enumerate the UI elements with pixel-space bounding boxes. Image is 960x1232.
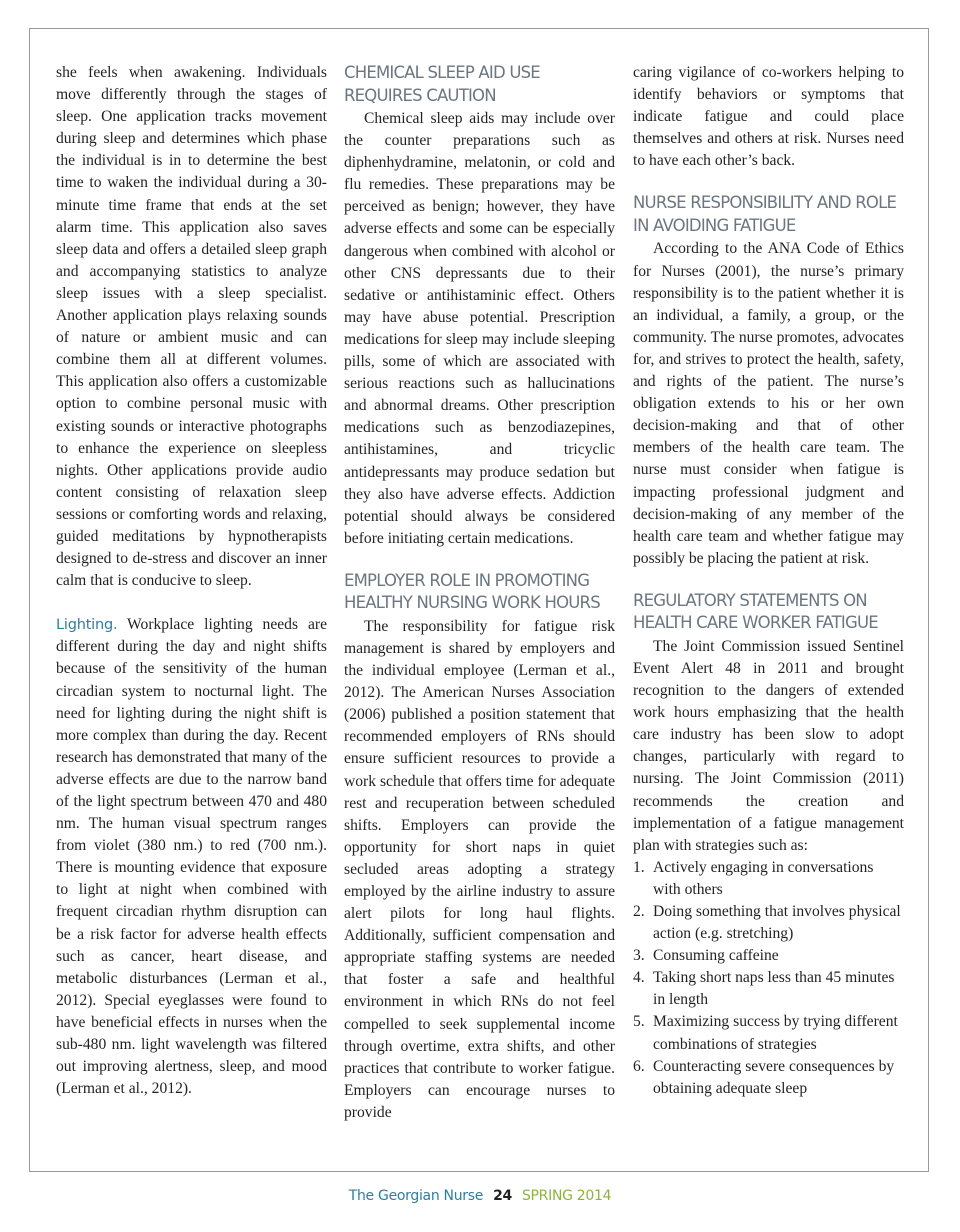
lighting-paragraph	[56, 614, 327, 1100]
heading-chemical-sleep-aid: CHEMICAL SLEEP AID USE REQUIRES CAUTION	[344, 63, 540, 105]
list-item-text: Consuming caffeine	[653, 947, 779, 965]
lighting-lead: Lighting.	[56, 617, 118, 634]
list-item-number: 3.	[633, 947, 645, 965]
list-item-number: 2.	[633, 903, 645, 920]
lighting-text: Workplace lighting needs are different during the day and night shifts because of the sensitivity of the human circadian system to nocturnal light. The need for lighting during the night shift is more complex than during the day. Recent research has demonstrated that many of the adverse effects are due to the narrow band of the light spectrum between 470 and 480 nm. The human visual spectrum ranges from violet (380 nm.) to red (700 nm.). There is mounting evidence that exposure to light at night when combined with frequent circadian rhythm disruption can be a risk factor for adverse health effects such as cancer, heart disease, and metabolic disturbances (Lerman et al., 2012). Special eyeglasses were found to have beneficial effects in nurses when the sub-480 nm. light wavelength was filtered out improving alertness, sleep, and mood (Lerman et al., 2012).	[56, 616, 327, 1098]
page-number: 24	[493, 1188, 512, 1204]
list-item	[633, 857, 904, 901]
col3-continued-paragraph: caring vigilance of co-workers helping to identify behaviors or symptoms that indicate fatigue and could place themselves and others at risk. Nurses need to have each other’s back.	[633, 64, 904, 170]
list-item	[633, 1056, 904, 1100]
list-item-text: Taking short naps less than 45 minutes in length	[653, 969, 895, 1009]
list-item-number: 1.	[633, 858, 645, 876]
list-item	[633, 1011, 904, 1055]
column-1	[56, 62, 327, 1100]
list-item-number: 6.	[633, 1057, 645, 1075]
heading-employer-role: EMPLOYER ROLE IN PROMOTING HEALTHY NURSING WORK HOURS	[344, 570, 600, 613]
chemical-sleep-aid-paragraph: Chemical sleep aids may include over the counter preparations such as diphenhydramine, melatonin, or cold and flu remedies. These preparations may be perceived as benign; however, they have adverse effects and some can be especially dangerous when combined with alcohol or other CNS depressants due to their sedative or antihistaminic effect. Others may have abuse potential. Prescription medications for sleep may include sleeping pills, some of which are associated with serious reactions such as hallucinations and abnormal dreams. Other prescription medications such as benzodiazepines, antihistamines, and tricyclic antidepressants may produce sedation but they also have adverse effects. Addiction potential should always be considered before initiating certain medications.	[344, 110, 615, 547]
list-item	[633, 967, 904, 1011]
strategy-list	[633, 857, 904, 1100]
list-item	[633, 901, 904, 945]
list-item-text: Maximizing success by trying different combinations of strategies	[653, 1013, 898, 1053]
employer-role-paragraph: The responsibility for fatigue risk management is shared by employers and the individual employee (Lerman et al., 2012). The American Nurses Association (2006) published a position statement that recommended employers of RNs should ensure sufficient resources to provide a work schedule that offers time for adequate rest and recuperation between scheduled shifts. Employers can provide the opportunity for short naps in quiet secluded areas adopting a strategy employed by the airline industry to assure alert pilots for long haul flights. Additionally, sufficient compensation and appropriate staffing systems are needed that foster a safe and healthful environment in which RNs do not feel compelled to seek supplemental income through overtime, extra shifts, and other practices that contribute to worker fatigue. Employers can encourage nurses to provide	[344, 617, 615, 1121]
heading-regulatory-statements: REGULATORY STATEMENTS ON HEALTH CARE WORKER FATIGUE	[633, 590, 878, 633]
issue-season: SPRING 2014	[521, 1188, 612, 1204]
list-item-number: 4.	[633, 969, 645, 987]
page-footer	[0, 1188, 960, 1204]
list-item-text: Actively engaging in conversations with others	[653, 858, 874, 898]
heading-nurse-responsibility: NURSE RESPONSIBILITY AND ROLE IN AVOIDING FATIGUE	[633, 193, 897, 235]
list-item-text: Counteracting severe consequences by obtaining adequate sleep	[653, 1057, 895, 1097]
regulatory-paragraph: The Joint Commission issued Sentinel Event Alert 48 in 2011 and brought recognition to the dangers of extended work hours emphasizing that the health care industry has been slow to adopt changes, particularly with regard to nursing. The Joint Commission (2011) recommends the creation and implementation of a fatigue management plan with strategies such as:	[633, 637, 904, 854]
col1-paragraph: she feels when awakening. Individuals move differently through the stages of sleep. One application tracks movement during sleep and determines which phase the individual is in to determine the best time to waken the individual during a 30-minute time frame that ends at the set alarm time. This application also saves sleep data and offers a detailed sleep graph and accompanying statistics to analyze sleep issues with a sleep specialist. Another application plays relaxing sounds of nature or ambient music and can combine them all at different volumes. This application also offers a customizable option to combine personal music with existing sounds or interactive photographs to enhance the experience on sleepless nights. Other applications provide audio content consisting of relaxation sleep sessions or comforting words and relaxing, guided meditations by hypnotherapists designed to de-stress and discover an inner calm that is conducive to sleep.	[56, 64, 327, 590]
nurse-responsibility-paragraph: According to the ANA Code of Ethics for Nurses (2001), the nurse’s primary responsibility is to the patient whether it is an individual, a family, a group, or the community. The nurse promotes, advocates for, and strives to protect the health, safety, and rights of the patient. The nurse’s obligation extends to his or her own decision-making and that of other members of the health care team. The nurse must consider when fatigue is impacting professional judgment and decision-making of any member of the health care team and whether fatigue may possibly be placing the patient at risk.	[633, 240, 904, 567]
column-2	[344, 62, 615, 1124]
publication-name: The Georgian Nurse	[348, 1188, 484, 1204]
column-3	[633, 62, 904, 1100]
list-item-number: 5.	[633, 1013, 645, 1031]
list-item-text: Doing something that involves physical action (e.g. stretching)	[653, 903, 901, 943]
list-item	[633, 945, 904, 967]
